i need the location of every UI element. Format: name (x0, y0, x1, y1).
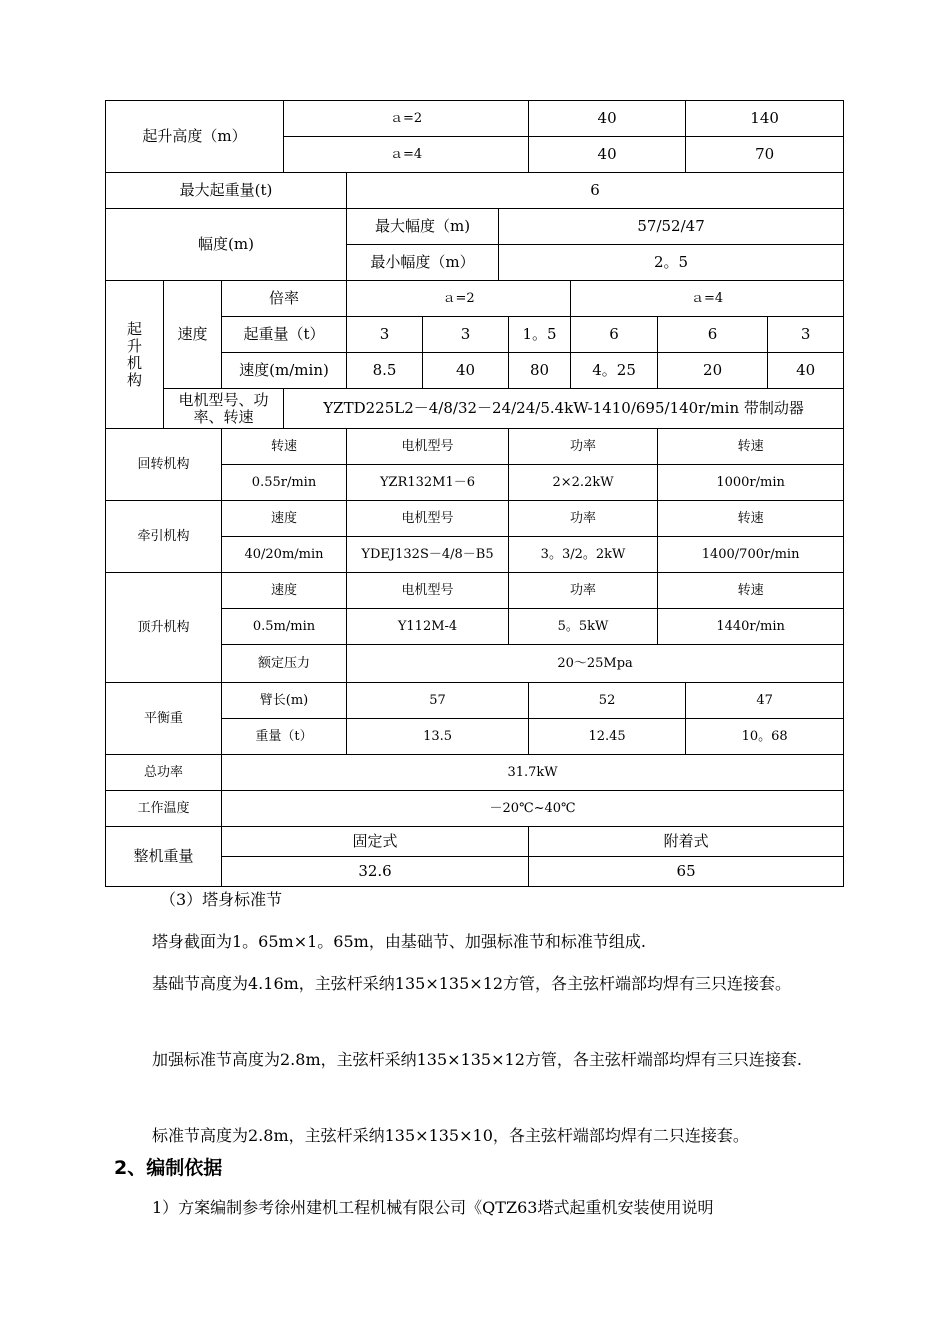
slewing-header: 电机型号 (347, 429, 509, 465)
paragraph: 1）方案编制参考徐州建机工程机械有限公司《QTZ63塔式起重机安装使用说明 (152, 1198, 714, 1217)
table-row (106, 755, 844, 791)
table-row (106, 683, 844, 719)
hoist-char: 机 (126, 353, 142, 372)
trolley-value: YDEJ132S－4/8－B5 (347, 537, 509, 573)
slewing-value: 2×2.2kW (509, 465, 658, 501)
counterweight-arm-label: 臂长(m) (222, 683, 347, 719)
hoist-mechanism-label (106, 281, 164, 429)
climbing-pressure-value: 20～25Mpa (347, 645, 844, 683)
hoist-char: 构 (126, 370, 142, 389)
slewing-value: 1000r/min (658, 465, 844, 501)
hoist-load-cell: 3 (423, 317, 509, 353)
ratio-a2: ａ=2 (347, 281, 571, 317)
climbing-header: 转速 (658, 573, 844, 609)
section-heading: 2、编制依据 (114, 1157, 223, 1179)
hoist-load-cell: 6 (571, 317, 658, 353)
trolley-label: 牵引机构 (106, 501, 222, 573)
trolley-header: 转速 (658, 501, 844, 537)
lift-height-a2-v1: 40 (529, 101, 686, 137)
paragraph: 塔身截面为1。65m×1。65m，由基础节、加强标准节和标准节组成. (152, 932, 646, 951)
subsection-title: （3）塔身标准节 (160, 890, 283, 909)
radius-min-label: 最小幅度（m） (347, 245, 499, 281)
total-power-label: 总功率 (106, 755, 222, 791)
radius-label: 幅度(m) (106, 209, 347, 281)
work-temp-value: －20℃~40℃ (222, 791, 844, 827)
lift-height-label: 起升高度（m） (106, 101, 284, 173)
max-load-value: 6 (347, 173, 844, 209)
radius-max-label: 最大幅度（m) (347, 209, 499, 245)
hoist-motor-label: 电机型号、功率、转速 (164, 389, 284, 429)
max-load-label: 最大起重量(t) (106, 173, 347, 209)
slewing-label: 回转机构 (106, 429, 222, 501)
work-temp-label: 工作温度 (106, 791, 222, 827)
slewing-value: 0.55r/min (222, 465, 347, 501)
slewing-header: 功率 (509, 429, 658, 465)
counterweight-weight: 10。68 (686, 719, 844, 755)
paragraph: 加强标准节高度为2.8m，主弦杆采纳135×135×12方管，各主弦杆端部均焊有三只连接套. (152, 1050, 802, 1069)
total-weight-label: 整机重量 (106, 827, 222, 887)
counterweight-arm: 52 (529, 683, 686, 719)
trolley-value: 3。3/2。2kW (509, 537, 658, 573)
hoist-load-cell: 3 (347, 317, 423, 353)
total-weight-fixed-label: 固定式 (222, 827, 529, 857)
trolley-header: 速度 (222, 501, 347, 537)
radius-max-value: 57/52/47 (499, 209, 844, 245)
hoist-speed-cell: 8.5 (347, 353, 423, 389)
ratio-label: 倍率 (222, 281, 347, 317)
lift-height-a4-v1: 40 (529, 137, 686, 173)
hoist-load-cell: 3 (768, 317, 844, 353)
hoist-speed-cell: 20 (658, 353, 768, 389)
table-row (106, 501, 844, 537)
hoist-load-cell: 1。5 (509, 317, 571, 353)
trolley-value: 1400/700r/min (658, 537, 844, 573)
table-row (106, 209, 844, 245)
hoist-speed-cell: 4。25 (571, 353, 658, 389)
counterweight-weight: 13.5 (347, 719, 529, 755)
climbing-value: Y112M-4 (347, 609, 509, 645)
counterweight-arm: 47 (686, 683, 844, 719)
spec-table (105, 100, 844, 887)
table-row (106, 281, 844, 317)
hoist-speed-cell: 80 (509, 353, 571, 389)
total-power-value: 31.7kW (222, 755, 844, 791)
total-weight-attached-value: 65 (529, 857, 844, 887)
hoist-speed-cell: 40 (768, 353, 844, 389)
hoist-speed-cell: 40 (423, 353, 509, 389)
paragraph: 标准节高度为2.8m，主弦杆采纳135×135×10，各主弦杆端部均焊有二只连接套。 (152, 1126, 749, 1145)
counterweight-weight: 12.45 (529, 719, 686, 755)
counterweight-weight-label: 重量（t） (222, 719, 347, 755)
table-row (106, 429, 844, 465)
total-weight-attached-label: 附着式 (529, 827, 844, 857)
hoist-load-label: 起重量（t） (222, 317, 347, 353)
lift-height-a2: ａ=2 (284, 101, 529, 137)
trolley-header: 功率 (509, 501, 658, 537)
slewing-header: 转速 (222, 429, 347, 465)
hoist-load-cell: 6 (658, 317, 768, 353)
hoist-char: 起 (126, 319, 142, 338)
trolley-value: 40/20m/min (222, 537, 347, 573)
lift-height-a2-v2: 140 (686, 101, 844, 137)
slewing-value: YZR132M1－6 (347, 465, 509, 501)
counterweight-label: 平衡重 (106, 683, 222, 755)
paragraph: 基础节高度为4.16m，主弦杆采纳135×135×12方管，各主弦杆端部均焊有三只连接套。 (152, 974, 792, 993)
climbing-header: 速度 (222, 573, 347, 609)
table-row (106, 791, 844, 827)
hoist-speed-label: 速度 (164, 281, 222, 389)
table-row (106, 389, 844, 429)
table-row (106, 101, 844, 137)
table-row (106, 173, 844, 209)
hoist-motor-value: YZTD225L2－4/8/32－24/24/5.4kW-1410/695/140r/min 带制动器 (284, 389, 844, 429)
climbing-value: 0.5m/min (222, 609, 347, 645)
climbing-pressure-label: 额定压力 (222, 645, 347, 683)
trolley-header: 电机型号 (347, 501, 509, 537)
climbing-label: 顶升机构 (106, 573, 222, 683)
counterweight-arm: 57 (347, 683, 529, 719)
climbing-header: 电机型号 (347, 573, 509, 609)
slewing-header: 转速 (658, 429, 844, 465)
lift-height-a4: ａ=4 (284, 137, 529, 173)
table-row (106, 827, 844, 857)
climbing-value: 5。5kW (509, 609, 658, 645)
total-weight-fixed-value: 32.6 (222, 857, 529, 887)
climbing-header: 功率 (509, 573, 658, 609)
climbing-value: 1440r/min (658, 609, 844, 645)
hoist-char: 升 (126, 336, 142, 355)
hoist-speed-row-label: 速度(m/min) (222, 353, 347, 389)
lift-height-a4-v2: 70 (686, 137, 844, 173)
ratio-a4: ａ=4 (571, 281, 844, 317)
table-row (106, 573, 844, 609)
radius-min-value: 2。5 (499, 245, 844, 281)
